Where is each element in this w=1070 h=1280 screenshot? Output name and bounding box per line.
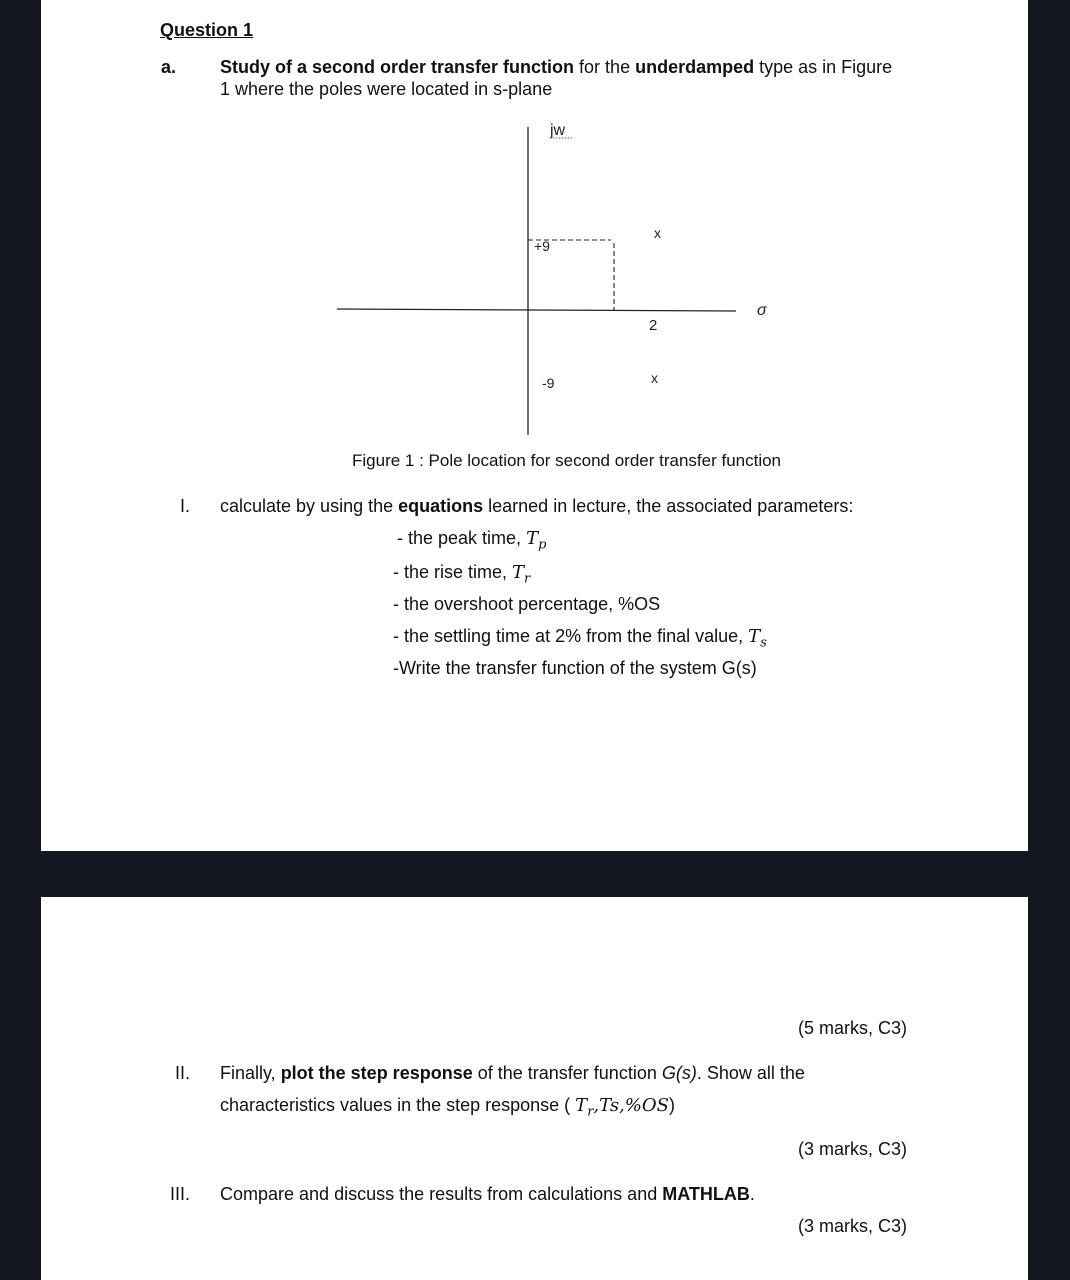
pole-marker-bottom: x	[651, 370, 658, 386]
item-2-italic: G(s)	[661, 1063, 697, 1083]
real-axis	[337, 309, 736, 311]
item-2-line1	[220, 1063, 805, 1084]
bullet-settle-text: - the settling time at 2% from the final value,	[393, 626, 749, 646]
bullet-peak-text: - the peak time,	[397, 528, 527, 548]
item-2-line2-text: characteristics values in the step response (	[220, 1095, 576, 1115]
part-a-line1	[220, 57, 892, 78]
part-a-line2: 1 where the poles were located in s-plane	[220, 79, 553, 99]
rise-symbol: T	[512, 562, 525, 583]
bullet-rise-time	[393, 562, 530, 587]
rise-subscript: r	[524, 571, 531, 587]
bullet-overshoot: - the overshoot percentage, %OS	[393, 594, 661, 614]
part-a-text-1: for the	[574, 57, 636, 77]
item-3-text-main: Compare and discuss the results from calculations and	[220, 1184, 663, 1204]
item-2-numeral: II.	[175, 1063, 191, 1083]
item-1-numeral: I.	[180, 496, 191, 516]
bullet-peak-time	[397, 528, 546, 553]
plus9-label: +9	[534, 238, 550, 254]
part-a-label: a.	[161, 57, 177, 77]
bullet-settling-time	[393, 626, 767, 651]
item-2-tr-symbol: T	[575, 1095, 588, 1116]
item-2-text-3: . Show all the	[696, 1063, 805, 1083]
figure-caption: Figure 1 : Pole location for second order transfer function	[352, 451, 782, 470]
marks-item-3: (3 marks, C3)	[798, 1216, 908, 1236]
item-1-text-before: calculate by using the	[220, 496, 399, 516]
item-3-numeral: III.	[170, 1184, 191, 1204]
item-2-bold: plot the step response	[280, 1063, 473, 1083]
item-1-text-after: learned in lecture, the associated parameters:	[483, 496, 854, 516]
part-a-bold-1: Study of a second order transfer function	[220, 57, 575, 77]
item-3-bold: MATHLAB	[662, 1184, 750, 1204]
two-label: 2	[649, 317, 658, 334]
settle-subscript: s	[760, 635, 767, 651]
item-2-math-rest: ,Ts,%OS	[593, 1095, 669, 1116]
item-2-line2	[220, 1095, 675, 1120]
settle-symbol: T	[748, 626, 761, 647]
part-a-bold-2: underdamped	[635, 57, 755, 77]
item-2-tr-subscript: r	[587, 1104, 594, 1120]
item-2-text-2: of the transfer function	[472, 1063, 662, 1083]
item-1-text	[220, 496, 853, 517]
bullet-transfer-function: -Write the transfer function of the system G(s)	[393, 658, 757, 678]
item-3-text	[220, 1184, 755, 1205]
pole-marker-top: x	[654, 225, 661, 241]
part-a-text-2: type as in Figure	[754, 57, 893, 77]
pole-plot-figure	[331, 115, 781, 437]
sigma-label: σ	[757, 302, 767, 319]
jw-label: jw	[550, 122, 566, 139]
marks-item-2: (3 marks, C3)	[798, 1139, 908, 1159]
bullet-rise-text: - the rise time,	[393, 562, 513, 582]
item-2-text-1: Finally,	[220, 1063, 281, 1083]
document-page-1	[41, 0, 1028, 851]
item-1-bold: equations	[398, 496, 484, 516]
peak-symbol: T	[526, 528, 539, 549]
question-title: Question 1	[160, 20, 254, 40]
item-2-close-paren: )	[668, 1095, 675, 1115]
peak-subscript: p	[538, 537, 547, 553]
item-3-end: .	[749, 1184, 755, 1204]
minus9-label: -9	[542, 375, 555, 391]
document-page-2	[41, 897, 1028, 1280]
marks-item-1: (5 marks, C3)	[798, 1018, 908, 1038]
